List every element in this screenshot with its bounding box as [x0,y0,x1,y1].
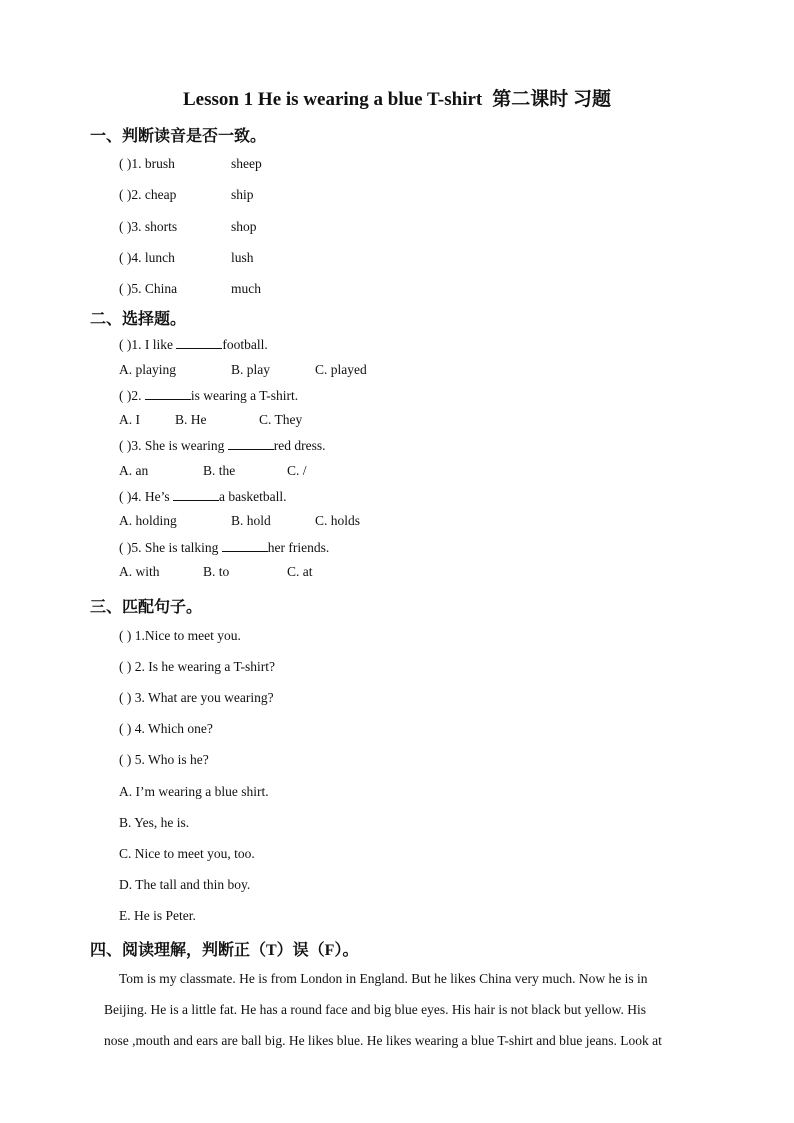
section-3-heading: 三、匹配句子。 [90,599,203,616]
answer-blank [222,539,268,552]
match-answer: B. Yes, he is. [119,815,190,830]
section-2-heading: 二、选择题。 [90,311,187,328]
option-b: B. hold [231,513,271,528]
option-c: C. / [287,463,307,478]
reading-line: nose ,mouth and ears are ball big. He likes blue. He likes wearing a blue T-shirt and blue jeans. Look at [104,1033,662,1048]
option-a: A. playing [119,362,176,377]
s1-item-word-b: lush [231,250,254,265]
s1-item-word-a: ( )1. brush [119,156,175,171]
match-question: ( ) 2. Is he wearing a T-shirt? [119,659,275,674]
question-text: ( )2. [119,388,145,403]
option-c: C. at [287,564,313,579]
s2-question [119,488,286,505]
title-chinese: 第二课时 习题 [492,89,612,110]
s2-question [119,539,329,556]
s1-item-word-b: ship [231,187,254,202]
s1-item-word-b: much [231,281,261,296]
match-question: ( ) 4. Which one? [119,721,213,736]
section-1-heading: 一、判断读音是否一致。 [90,128,267,145]
title-english: Lesson 1 He is wearing a blue T-shirt [182,89,483,110]
match-answer: A. I’m wearing a blue shirt. [119,784,269,799]
s1-item-word-a: ( )4. lunch [119,250,175,265]
question-text: ( )3. She is wearing [119,438,228,453]
question-text: a basketball. [219,489,287,504]
answer-blank [145,387,191,400]
option-b: B. play [231,362,270,377]
answer-blank [176,336,222,349]
option-c: C. played [315,362,367,377]
s2-question [119,437,325,454]
match-answer: C. Nice to meet you, too. [119,846,255,861]
section-4-heading: 四、阅读理解，判断正（T）误（F）。 [90,942,359,959]
s1-item-word-b: shop [231,219,257,234]
question-text: is wearing a T-shirt. [190,388,299,403]
question-text: red dress. [273,438,326,453]
s2-question [119,387,298,404]
reading-line: Tom is my classmate. He is from London in England. But he likes China very much. Now he is in [119,971,648,986]
option-c: C. They [259,412,303,427]
option-a: A. an [119,463,149,478]
s1-item-word-a: ( )3. shorts [119,219,178,234]
s1-item-word-a: ( )5. China [119,281,178,296]
page-title [0,84,794,111]
s1-item-word-a: ( )2. cheap [119,187,177,202]
answer-blank [173,488,219,501]
option-a: A. with [119,564,160,579]
question-text: ( )5. She is talking [119,540,222,555]
option-b: B. He [175,412,207,427]
match-question: ( ) 1.Nice to meet you. [119,628,241,643]
s2-question [119,336,268,353]
match-answer: D. The tall and thin boy. [119,877,251,892]
reading-line: Beijing. He is a little fat. He has a round face and big blue eyes. His hair is not black but yellow. His [104,1002,646,1017]
match-answer: E. He is Peter. [119,908,196,923]
question-text: football. [222,337,268,352]
question-text: ( )1. I like [119,337,177,352]
question-text: ( )4. He’s [119,489,173,504]
match-question: ( ) 3. What are you wearing? [119,690,274,705]
option-a: A. holding [119,513,177,528]
s1-item-word-b: sheep [231,156,262,171]
option-a: A. I [119,412,140,427]
match-question: ( ) 5. Who is he? [119,752,209,767]
option-c: C. holds [315,513,361,528]
option-b: B. to [203,564,230,579]
answer-blank [228,437,274,450]
option-b: B. the [203,463,236,478]
question-text: her friends. [267,540,330,555]
